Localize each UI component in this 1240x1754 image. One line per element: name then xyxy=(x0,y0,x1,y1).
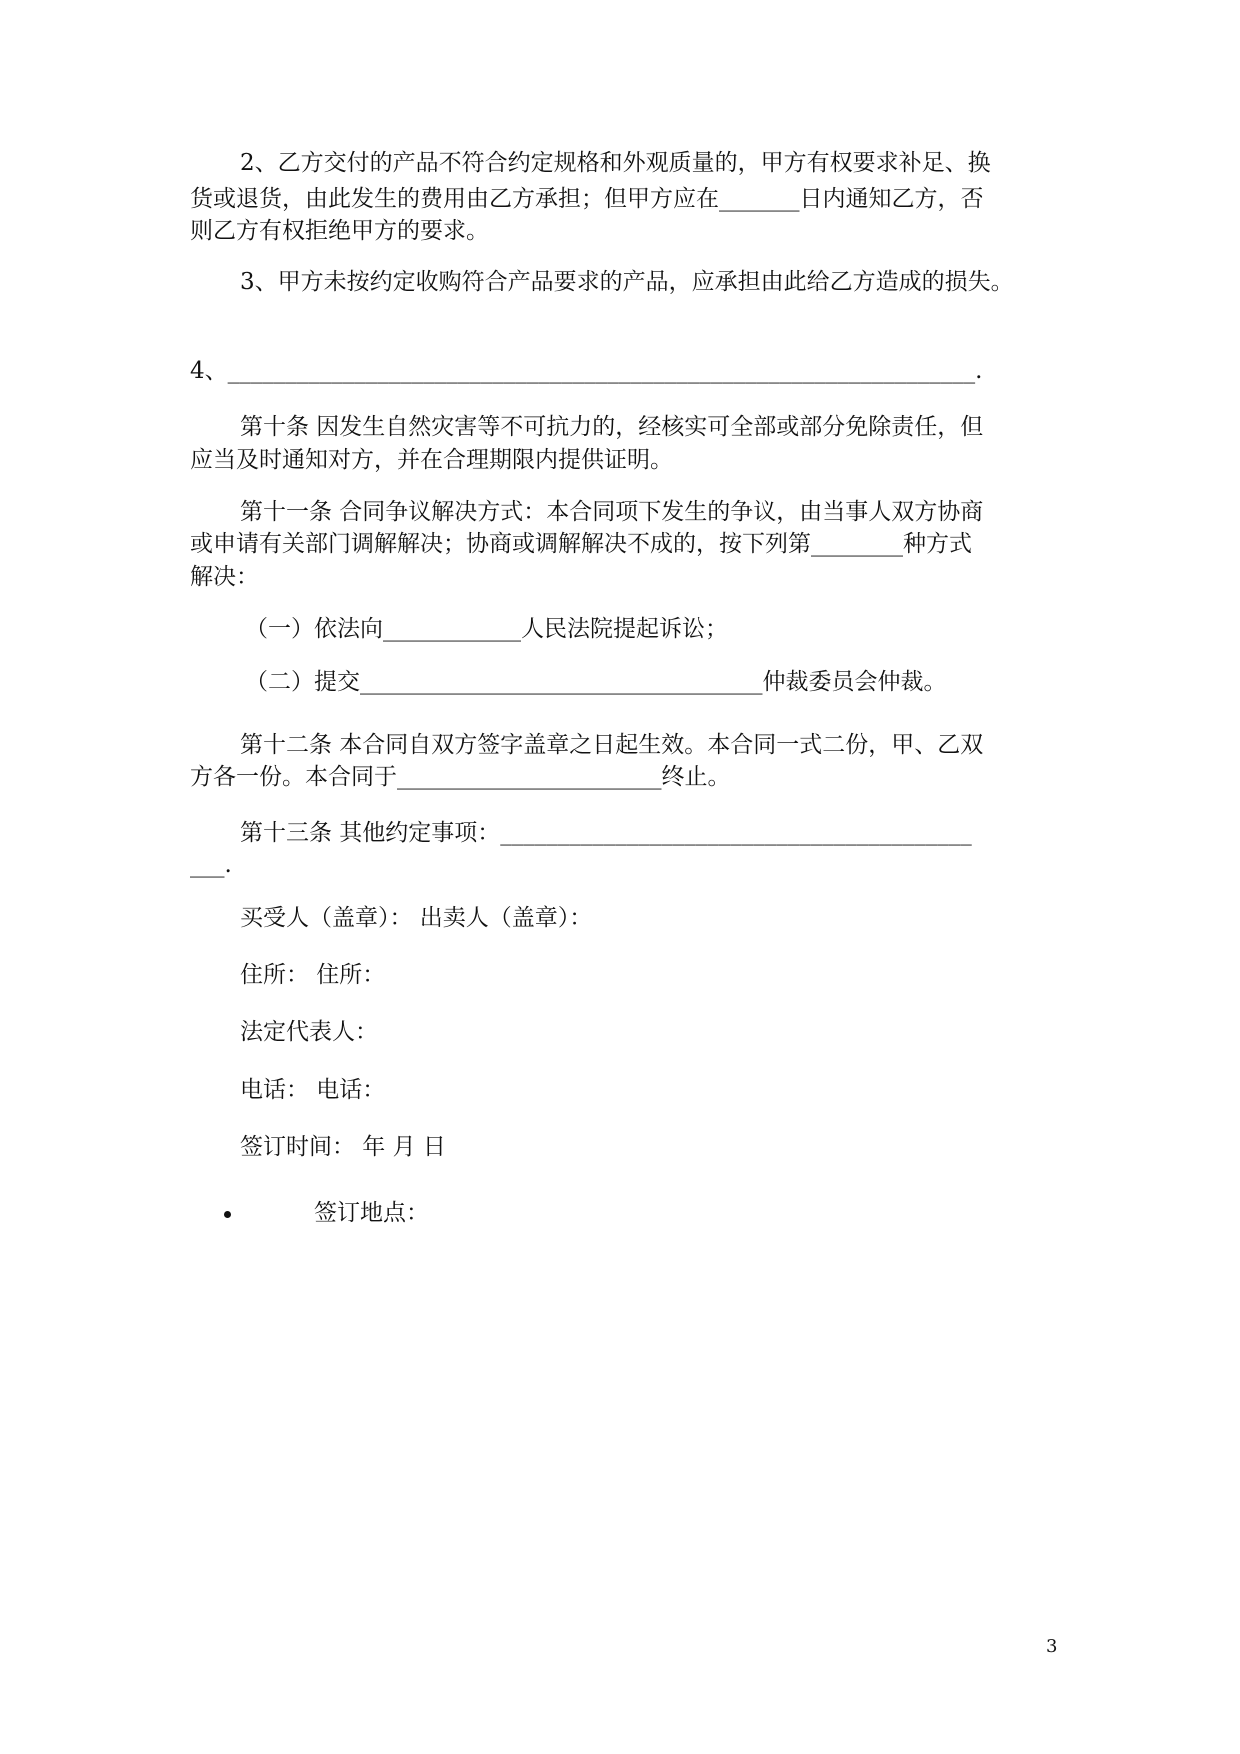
signature-date: 签订时间： 年 月 日 xyxy=(240,1134,446,1160)
signature-phone: 电话： 电话： xyxy=(240,1077,386,1103)
clause11-line3: 解决： xyxy=(190,564,259,590)
clause13-line1: 第十三条 其他约定事项：_________________________________________ xyxy=(240,820,972,846)
signature-parties: 买受人（盖章）： 出卖人（盖章）： xyxy=(240,905,593,931)
clause11-line2: 或申请有关部门调解解决；协商或调解解决不成的，按下列第________种方式 xyxy=(190,531,972,557)
clause9-item3: 3、甲方未按约定收购符合产品要求的产品，应承担由此给乙方造成的损失。 xyxy=(240,269,1014,295)
bullet-icon xyxy=(224,1211,231,1218)
clause13-line2: ___. xyxy=(190,852,232,878)
signature-address: 住所： 住所： xyxy=(240,962,386,988)
clause9-item4: 4、_________________________________________________________________. xyxy=(190,358,983,384)
signature-place: 签订地点： xyxy=(314,1200,429,1226)
signature-legal-rep: 法定代表人： xyxy=(240,1019,378,1045)
clause11-option1: （一）依法向____________人民法院提起诉讼； xyxy=(245,616,728,642)
clause11-line1: 第十一条 合同争议解决方式：本合同项下发生的争议，由当事人双方协商 xyxy=(240,499,984,525)
clause9-item2-line1: 2、乙方交付的产品不符合约定规格和外观质量的，甲方有权要求补足、换 xyxy=(240,150,991,176)
clause10-line1: 第十条 因发生自然灾害等不可抗力的，经核实可全部或部分免除责任，但 xyxy=(240,414,984,440)
clause10-line2: 应当及时通知对方，并在合理期限内提供证明。 xyxy=(190,447,673,473)
clause11-option2: （二）提交___________________________________仲裁委员会仲裁。 xyxy=(245,669,947,695)
clause9-item2-line3: 则乙方有权拒绝甲方的要求。 xyxy=(190,218,489,244)
page-number: 3 xyxy=(1046,1636,1058,1657)
clause9-item2-line2: 货或退货，由此发生的费用由乙方承担；但甲方应在_______日内通知乙方，否 xyxy=(190,186,984,212)
clause12-line2: 方各一份。本合同于_______________________终止。 xyxy=(190,764,731,790)
clause12-line1: 第十二条 本合同自双方签字盖章之日起生效。本合同一式二份，甲、乙双 xyxy=(240,732,984,758)
